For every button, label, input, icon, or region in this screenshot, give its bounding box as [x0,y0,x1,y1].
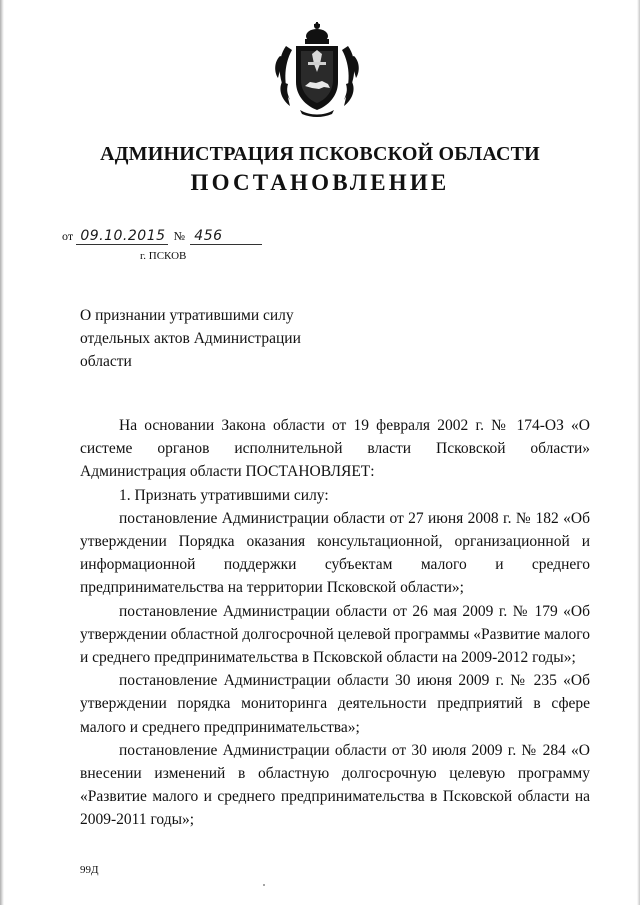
agency-name: АДМИНИСТРАЦИЯ ПСКОВСКОЙ ОБЛАСТИ [100,143,540,165]
body-paragraph: постановление Администрации области 30 июня 2009 г. № 235 «Об утверждении порядка мониторинга деятельности предприятий в сфере малого и среднего предпринимательства»; [80,672,590,736]
city-label: г. ПСКОВ [140,250,187,262]
body-paragraph: постановление Администрации области от 30 июля 2009 г. № 284 «О внесении изменений в областную долгосрочную целевую программу «Развитие малого и среднего предпринимательства в Псковской области на 2009-2011 годы»; [80,741,590,829]
scan-edge-left [0,0,4,905]
body-paragraph: На основании Закона области от 19 февраля 2002 г. № 174-ОЗ «О системе органов исполнительной власти Псковской области» Администрация области ПОСТАНОВЛЯЕТ: [80,417,590,481]
body-paragraph: постановление Администрации области от 26 мая 2009 г. № 179 «Об утверждении областной долгосрочной целевой программы «Развитие малого и среднего предпринимательства в Псковской области на 2009-2012 годы»; [80,602,590,667]
date-number-line [62,228,262,245]
body-paragraph: 1. Признать утратившими силу: [119,486,329,504]
body-paragraph: постановление Администрации области от 27 июня 2008 г. № 182 «Об утверждении Порядка оказания консультационной, организационной и информационной поддержки субъектам малого и среднего предпринимательства на территории Псковской области»; [80,509,590,597]
document-body [80,414,590,832]
handwritten-date: 09.10.2015 [76,228,168,245]
number-sign-label: № [173,229,186,243]
document-subject: О признании утратившими силу отдельных актов Администрации области [80,307,301,370]
from-label: от [62,229,74,243]
scan-speck [263,884,265,886]
document-type-title: ПОСТАНОВЛЕНИЕ [190,170,450,195]
footer-code: 99Д [80,864,99,876]
handwritten-number: 456 [190,228,262,245]
coat-of-arms-icon [272,20,362,118]
